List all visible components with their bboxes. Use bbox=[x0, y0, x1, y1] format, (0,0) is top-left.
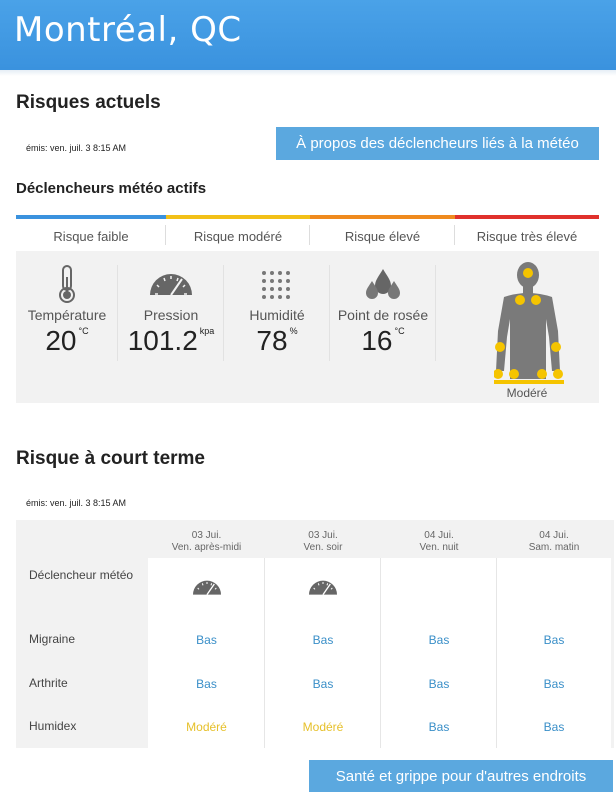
humidex-risk-value: Modéré bbox=[302, 720, 344, 734]
column-header bbox=[265, 530, 381, 554]
metric-unit: % bbox=[289, 326, 298, 336]
metric-label: Pression bbox=[143, 307, 199, 323]
header-bar bbox=[0, 0, 616, 70]
column-date: 03 Jui. bbox=[308, 530, 338, 541]
humidex-risk-value: Modéré bbox=[186, 720, 227, 734]
metric-unit: kpa bbox=[199, 326, 215, 336]
risk-level-moderate-label: Risque modéré bbox=[193, 229, 283, 244]
risk-level-low bbox=[16, 215, 166, 251]
metric-value bbox=[330, 325, 436, 357]
metric-number: 20 bbox=[45, 325, 77, 356]
humidex-risk-value: Bas bbox=[428, 720, 450, 734]
metric-pressure bbox=[118, 251, 224, 361]
row-label-trigger: Déclencheur météo bbox=[29, 568, 134, 582]
metric-unit: °C bbox=[394, 326, 405, 336]
metric-dew-point bbox=[330, 251, 436, 361]
divider bbox=[435, 265, 436, 361]
column-body bbox=[497, 558, 611, 748]
column-period: Ven. soir bbox=[303, 542, 343, 553]
column-body bbox=[381, 558, 497, 748]
risk-level-high bbox=[310, 215, 455, 251]
metric-temperature bbox=[16, 251, 118, 361]
risk-level-low-label: Risque faible bbox=[53, 229, 129, 244]
arthritis-risk-value: Bas bbox=[312, 677, 334, 691]
dew-drops-icon bbox=[364, 267, 402, 306]
forecast-column bbox=[497, 520, 611, 748]
city-title: Montréal, QC bbox=[14, 10, 242, 50]
row-label-humidex: Humidex bbox=[29, 719, 77, 733]
column-date: 03 Jui. bbox=[191, 530, 222, 541]
metric-number: 78 bbox=[256, 325, 288, 356]
metric-label: Température bbox=[27, 307, 107, 323]
body-risk-label: Modéré bbox=[506, 386, 548, 400]
column-body bbox=[148, 558, 265, 748]
other-locations-button[interactable]: Santé et grippe pour d'autres endroits bbox=[309, 760, 613, 792]
risk-level-scale bbox=[16, 215, 599, 251]
migraine-risk-value: Bas bbox=[543, 633, 565, 647]
column-body bbox=[265, 558, 381, 748]
short-term-issued-time: émis: ven. juil. 3 8:15 AM bbox=[26, 498, 127, 508]
metric-humidity bbox=[224, 251, 330, 361]
row-label-arthritis: Arthrite bbox=[29, 676, 68, 690]
column-header bbox=[381, 530, 497, 554]
body-risk-figure bbox=[494, 261, 564, 392]
risk-level-moderate bbox=[166, 215, 310, 251]
active-triggers-title: Déclencheurs météo actifs bbox=[16, 180, 207, 197]
arthritis-risk-value: Bas bbox=[196, 677, 217, 691]
forecast-table bbox=[16, 520, 614, 748]
metric-value bbox=[118, 325, 224, 357]
thermometer-icon bbox=[57, 265, 77, 308]
column-period: Ven. après-midi bbox=[171, 542, 242, 553]
humidity-dots-icon bbox=[260, 269, 294, 308]
header-shadow bbox=[0, 70, 616, 76]
migraine-risk-value: Bas bbox=[196, 633, 217, 647]
gauge-icon bbox=[265, 576, 381, 599]
arthritis-risk-value: Bas bbox=[543, 677, 565, 691]
column-date: 04 Jui. bbox=[424, 530, 454, 541]
metric-value bbox=[16, 325, 118, 357]
column-period: Sam. matin bbox=[528, 542, 580, 553]
arthritis-risk-value: Bas bbox=[428, 677, 450, 691]
metric-number: 16 bbox=[361, 325, 393, 356]
column-period: Ven. nuit bbox=[419, 542, 459, 553]
migraine-risk-value: Bas bbox=[312, 633, 334, 647]
metric-label: Humidité bbox=[249, 307, 305, 323]
short-term-title: Risque à court terme bbox=[16, 448, 205, 469]
current-risks-title: Risques actuels bbox=[16, 92, 161, 113]
forecast-column bbox=[381, 520, 497, 748]
column-date: 04 Jui. bbox=[539, 530, 569, 541]
metric-number: 101.2 bbox=[127, 325, 198, 356]
forecast-column bbox=[148, 520, 265, 748]
about-triggers-button[interactable]: À propos des déclencheurs liés à la météo bbox=[276, 127, 599, 160]
active-triggers-panel bbox=[16, 251, 599, 403]
metric-value bbox=[224, 325, 330, 357]
current-issued-time: émis: ven. juil. 3 8:15 AM bbox=[26, 143, 127, 153]
risk-level-very-high-label: Risque très élevé bbox=[476, 229, 578, 244]
metric-unit: °C bbox=[78, 326, 89, 336]
metric-label: Point de rosée bbox=[337, 307, 429, 323]
risk-level-high-label: Risque élevé bbox=[344, 229, 421, 244]
column-header bbox=[148, 530, 265, 554]
row-label-migraine: Migraine bbox=[29, 632, 76, 646]
gauge-icon bbox=[148, 267, 194, 302]
forecast-column bbox=[265, 520, 381, 748]
migraine-risk-value: Bas bbox=[428, 633, 450, 647]
gauge-icon bbox=[148, 576, 265, 599]
humidex-risk-value: Bas bbox=[543, 720, 565, 734]
risk-level-very-high bbox=[455, 215, 599, 251]
column-header bbox=[497, 530, 611, 554]
